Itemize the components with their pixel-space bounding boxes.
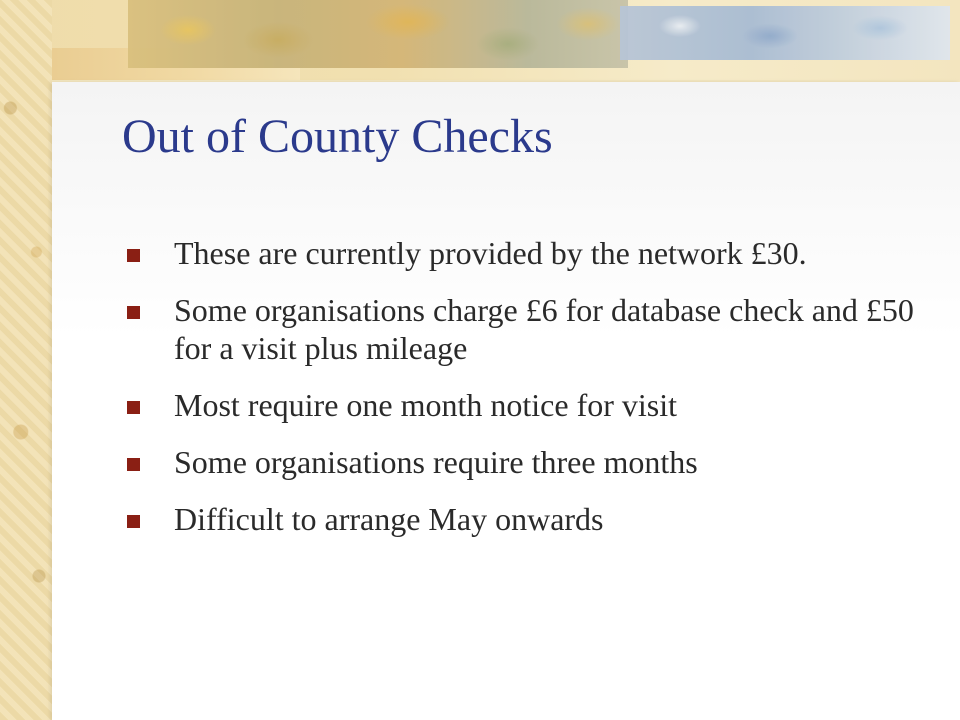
bullet-item <box>124 386 924 424</box>
bullet-item <box>124 291 924 367</box>
bullet-item <box>124 500 924 538</box>
square-bullet-icon <box>127 515 140 528</box>
bullet-item <box>124 234 924 272</box>
bullet-text: These are currently provided by the network £30. <box>174 235 807 271</box>
left-textured-strip <box>0 0 52 720</box>
banner-leaves-image <box>128 0 628 68</box>
square-bullet-icon <box>127 306 140 319</box>
bullet-item <box>124 443 924 481</box>
square-bullet-icon <box>127 249 140 262</box>
bullet-text: Some organisations require three months <box>174 444 698 480</box>
bullet-text: Difficult to arrange May onwards <box>174 501 604 537</box>
banner-blue-image <box>620 6 950 60</box>
square-bullet-icon <box>127 458 140 471</box>
bullet-list <box>124 234 924 557</box>
slide-title: Out of County Checks <box>122 110 553 163</box>
bullet-text: Some organisations charge £6 for database check and £50 for a visit plus mileage <box>174 292 914 366</box>
square-bullet-icon <box>127 401 140 414</box>
bullet-text: Most require one month notice for visit <box>174 387 678 423</box>
